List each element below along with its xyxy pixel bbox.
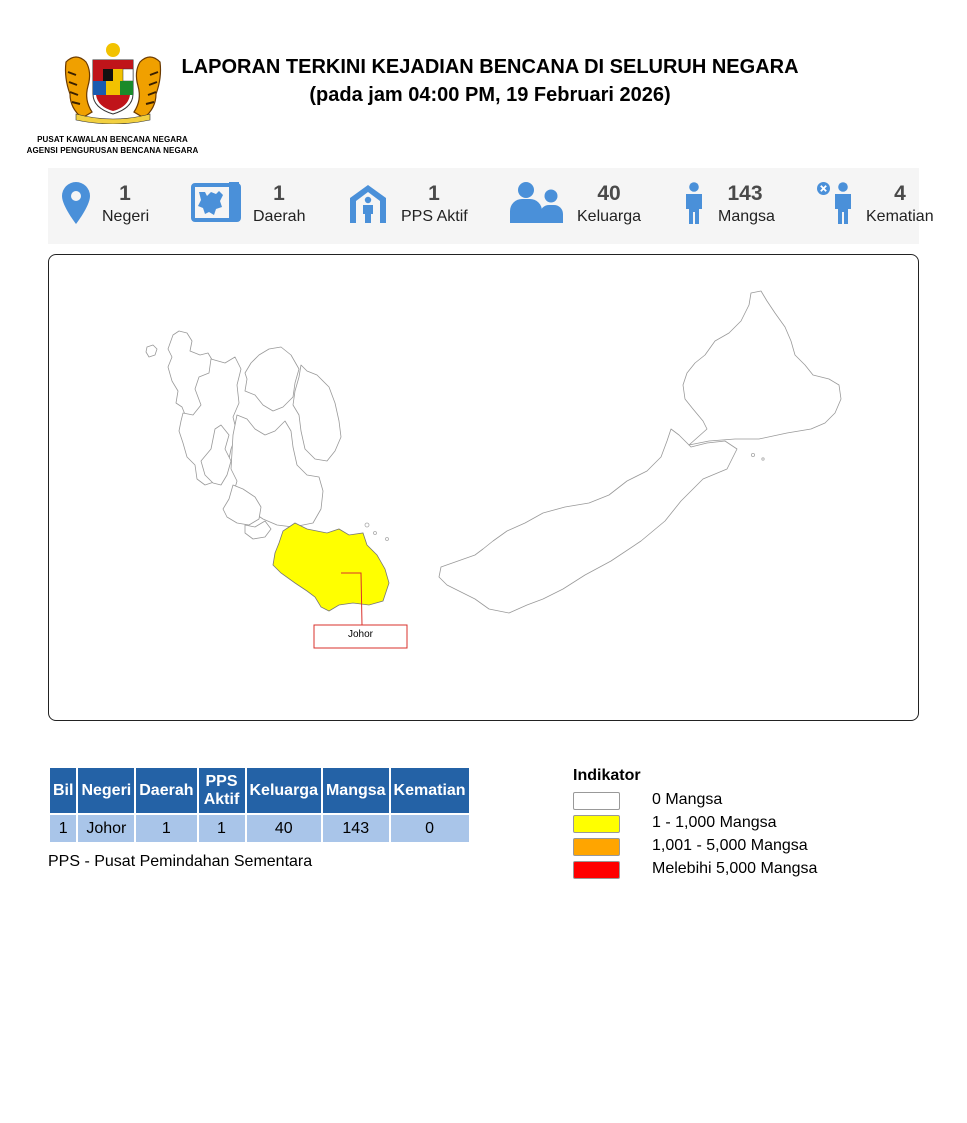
report-title: LAPORAN TERKINI KEJADIAN BENCANA DI SELURUH NEGARA	[181, 56, 799, 78]
state-terengganu	[293, 365, 341, 461]
agency-name-line2: AGENSI PENGURUSAN BENCANA NEGARA	[26, 146, 199, 155]
table-cell: 1	[50, 815, 76, 842]
legend-swatch	[573, 861, 620, 879]
stat-pps-value: 1	[428, 182, 440, 205]
table-row	[50, 815, 469, 842]
coat-of-arms-icon	[60, 42, 166, 124]
stat-mangsa-value: 143	[727, 182, 763, 205]
report-subtitle: (pada jam 04:00 PM, 19 Februari 2026)	[309, 84, 671, 106]
stat-daerah-label: Daerah	[253, 208, 306, 225]
family-icon	[510, 182, 564, 224]
table-cell: 143	[323, 815, 389, 842]
state-sarawak	[439, 429, 737, 613]
legend-swatch	[573, 815, 620, 833]
legend-label: 0 Mangsa	[652, 791, 723, 808]
column-header	[199, 768, 245, 813]
table-cell: 40	[247, 815, 321, 842]
stat-kematian-label: Kematian	[866, 208, 934, 225]
shelter-icon	[347, 182, 389, 224]
column-header: Kematian	[391, 768, 469, 813]
stat-daerah-value: 1	[273, 182, 285, 205]
district-map-icon	[191, 182, 241, 222]
column-header-text: PPS Aktif	[203, 772, 240, 808]
stat-mangsa-label: Mangsa	[718, 208, 775, 225]
state-kelantan	[245, 347, 299, 411]
column-header: Mangsa	[323, 768, 389, 813]
stat-keluarga-value: 40	[597, 182, 621, 205]
table-cell: 1	[199, 815, 245, 842]
table-cell: Johor	[78, 815, 134, 842]
stat-negeri-value: 1	[119, 182, 131, 205]
death-person-icon	[817, 182, 855, 224]
pps-footnote: PPS - Pusat Pemindahan Sementara	[48, 853, 313, 870]
legend-label: 1 - 1,000 Mangsa	[652, 814, 777, 831]
table-header-row	[50, 768, 469, 813]
stat-pps-label: PPS Aktif	[401, 208, 468, 225]
person-icon	[683, 182, 705, 224]
malaysia-map	[49, 255, 918, 720]
column-header: Daerah	[136, 768, 196, 813]
legend-title: Indikator	[573, 767, 641, 784]
legend-swatch	[573, 838, 620, 856]
column-header: Negeri	[78, 768, 134, 813]
table-cell: 0	[391, 815, 469, 842]
legend-label: 1,001 - 5,000 Mangsa	[652, 837, 808, 854]
table-cell: 1	[136, 815, 196, 842]
malaysia-map-panel	[48, 254, 919, 721]
stat-keluarga-label: Keluarga	[577, 208, 642, 225]
stats-bar	[48, 168, 934, 244]
legend-swatch	[573, 792, 620, 810]
state-johor	[273, 523, 389, 611]
state-sabah	[683, 291, 841, 445]
column-header: Bil	[50, 768, 76, 813]
summary-table	[48, 766, 471, 844]
legend-label: Melebihi 5,000 Mangsa	[652, 860, 818, 877]
state-penang	[146, 345, 157, 357]
agency-name-line1: PUSAT KAWALAN BENCANA NEGARA	[37, 135, 188, 144]
map-pin-icon	[61, 182, 91, 224]
column-header: Keluarga	[247, 768, 321, 813]
map-callout-johor: Johor	[347, 629, 373, 640]
stat-kematian-value: 4	[894, 182, 906, 205]
stat-negeri-label: Negeri	[102, 208, 150, 225]
